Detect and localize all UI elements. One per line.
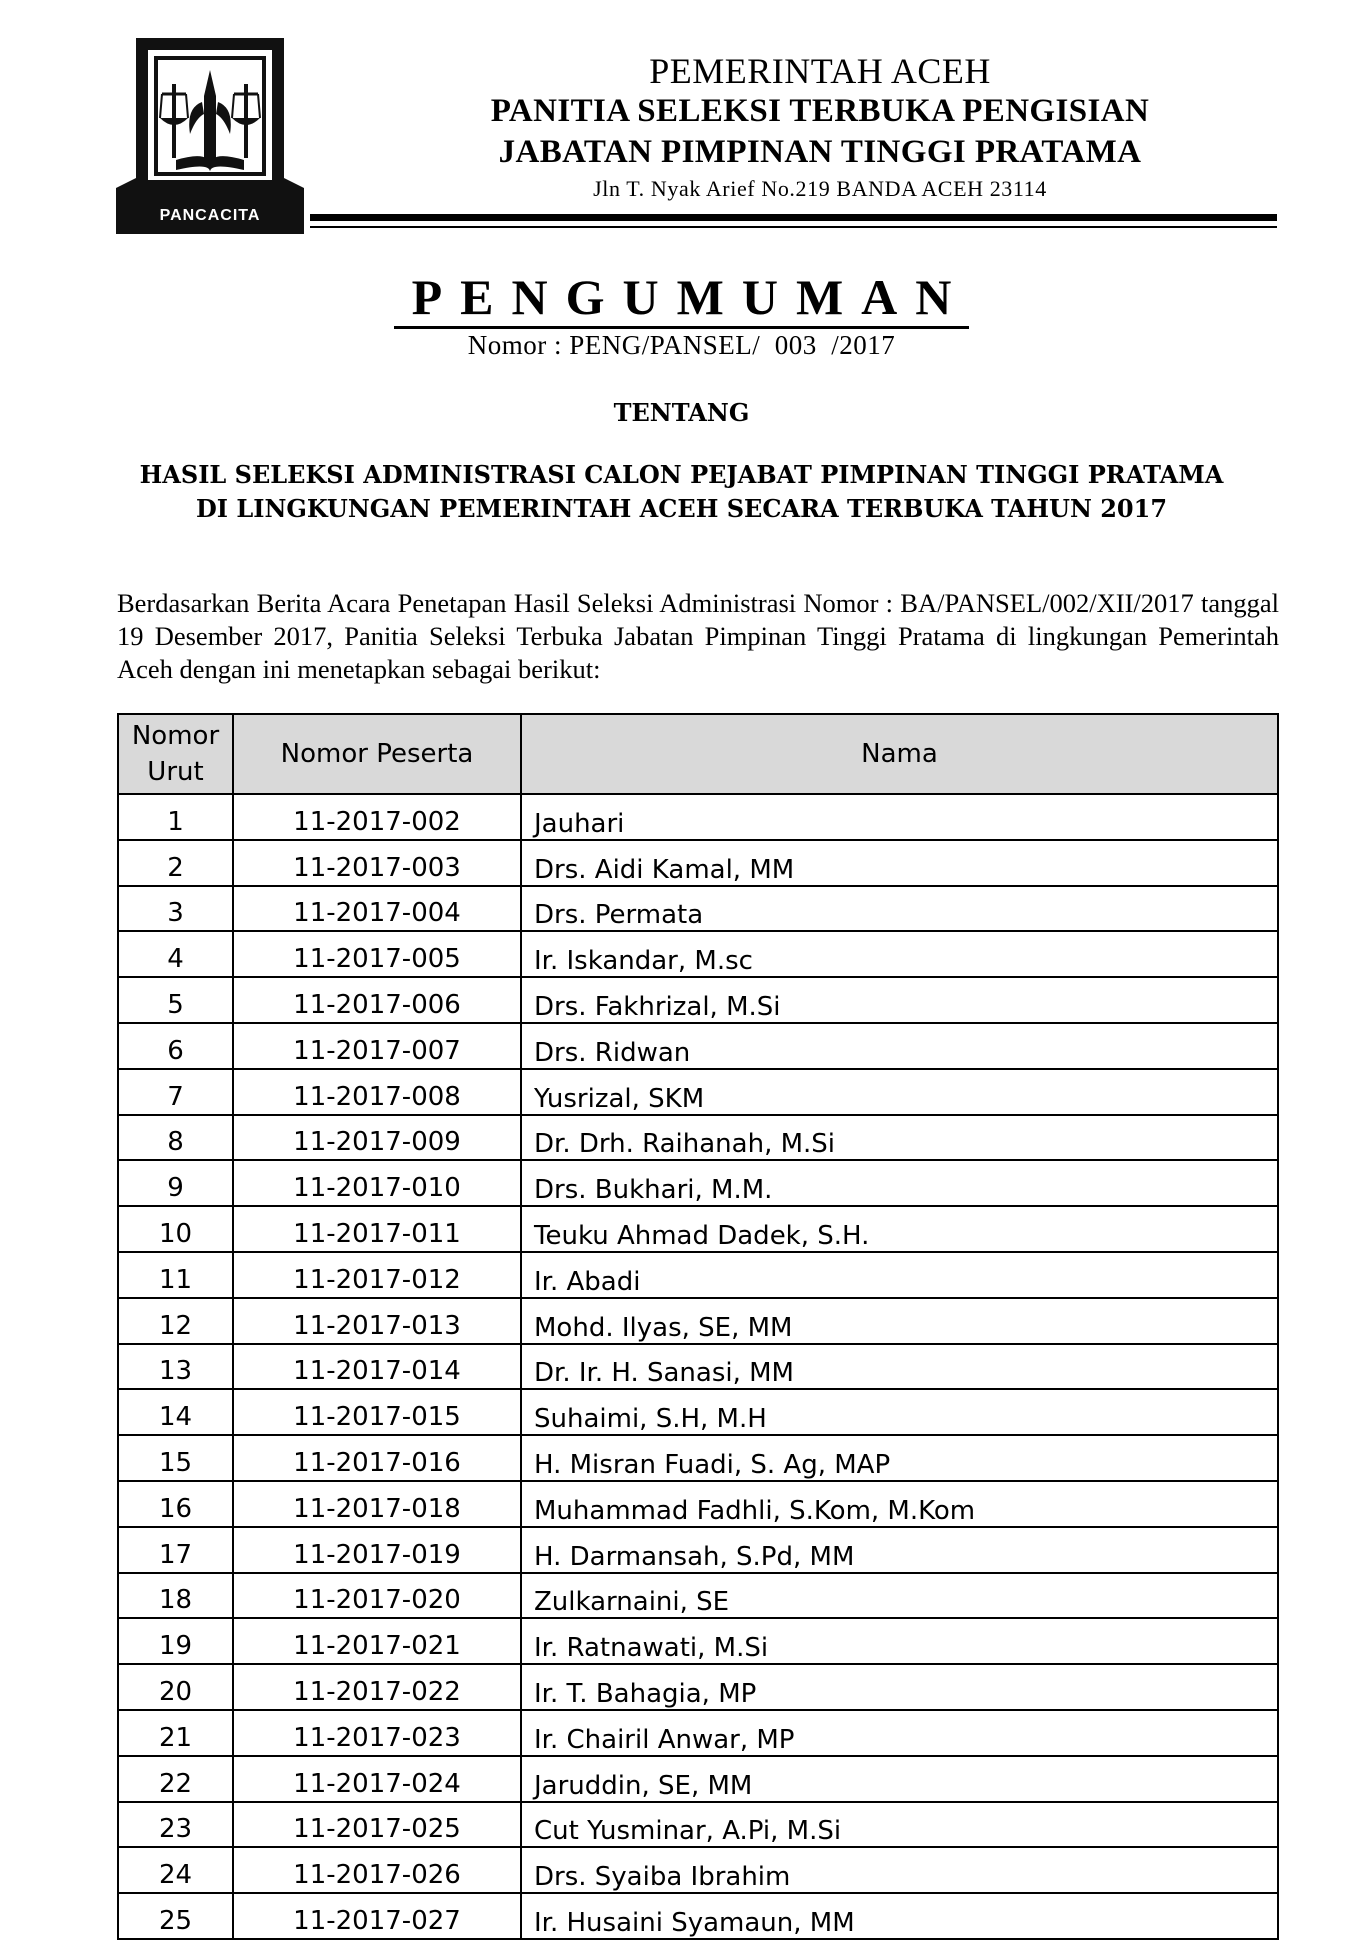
participant-name: Jauhari (521, 794, 1278, 840)
table-row (118, 1115, 1278, 1161)
participant-number: 11-2017-003 (233, 840, 521, 886)
participant-name: Cut Yusminar, A.Pi, M.Si (521, 1802, 1278, 1848)
table-row (118, 1160, 1278, 1206)
participant-number: 11-2017-023 (233, 1710, 521, 1756)
participant-name: Ir. Ratnawati, M.Si (521, 1618, 1278, 1664)
participant-name: Drs. Fakhrizal, M.Si (521, 977, 1278, 1023)
table-row (118, 1298, 1278, 1344)
participant-number: 11-2017-010 (233, 1160, 521, 1206)
participant-name: Muhammad Fadhli, S.Kom, M.Kom (521, 1481, 1278, 1527)
table-row (118, 1618, 1278, 1664)
table-row (118, 1344, 1278, 1390)
participant-number: 11-2017-024 (233, 1756, 521, 1802)
participant-number: 11-2017-005 (233, 931, 521, 977)
participant-number: 11-2017-022 (233, 1664, 521, 1710)
row-number: 22 (118, 1756, 233, 1802)
row-number: 23 (118, 1802, 233, 1848)
participant-number: 11-2017-019 (233, 1527, 521, 1573)
participant-name: Yusrizal, SKM (521, 1069, 1278, 1115)
intro-paragraph: Berdasarkan Berita Acara Penetapan Hasil Seleksi Administrasi Nomor : BA/PANSEL/002/XII/2017 tanggal 19 Desember 2017, Panitia Seleksi Terbuka Jabatan Pimpinan Tinggi Pratama di lingkungan Pemerintah Aceh dengan ini menetapkan sebagai berikut: (117, 588, 1279, 684)
letterhead-government: PEMERINTAH ACEH (649, 51, 991, 91)
table-row (118, 1206, 1278, 1252)
header-nomor-peserta: Nomor Peserta (233, 714, 521, 794)
table-row (118, 1023, 1278, 1069)
header-nomor-urut (118, 714, 233, 794)
logo-label: PANCACITA (159, 207, 261, 224)
about-heading: TENTANG (613, 398, 750, 427)
participant-name: Zulkarnaini, SE (521, 1573, 1278, 1619)
participant-number: 11-2017-026 (233, 1847, 521, 1893)
participant-number: 11-2017-002 (233, 794, 521, 840)
letterhead-position: JABATAN PIMPINAN TINGGI PRATAMA (498, 134, 1142, 170)
header-no-line2: Urut (147, 757, 204, 787)
row-number: 3 (118, 886, 233, 932)
participant-number: 11-2017-007 (233, 1023, 521, 1069)
table-row (118, 840, 1278, 886)
table-row (118, 977, 1278, 1023)
table-row (118, 1573, 1278, 1619)
participant-name: Ir. Chairil Anwar, MP (521, 1710, 1278, 1756)
row-number: 24 (118, 1847, 233, 1893)
header-no-line1: Nomor (131, 721, 220, 751)
row-number: 21 (118, 1710, 233, 1756)
row-number: 25 (118, 1893, 233, 1939)
document-title (0, 269, 1363, 329)
row-number: 20 (118, 1664, 233, 1710)
participant-number: 11-2017-015 (233, 1389, 521, 1435)
table-row (118, 1756, 1278, 1802)
participant-number: 11-2017-020 (233, 1573, 521, 1619)
table-row (118, 1802, 1278, 1848)
participant-number: 11-2017-006 (233, 977, 521, 1023)
participant-name: H. Darmansah, S.Pd, MM (521, 1527, 1278, 1573)
table-row (118, 1435, 1278, 1481)
participant-number: 11-2017-027 (233, 1893, 521, 1939)
letterhead-committee: PANITIA SELEKSI TERBUKA PENGISIAN (490, 93, 1150, 129)
row-number: 14 (118, 1389, 233, 1435)
letterhead-rule-thin (310, 226, 1277, 228)
table-row (118, 1710, 1278, 1756)
participant-name: Drs. Bukhari, M.M. (521, 1160, 1278, 1206)
pancacita-emblem-icon (116, 38, 304, 234)
table-row (118, 1252, 1278, 1298)
participant-name: Ir. T. Bahagia, MP (521, 1664, 1278, 1710)
letterhead-rule-thick (310, 214, 1277, 221)
row-number: 5 (118, 977, 233, 1023)
participant-name: Jaruddin, SE, MM (521, 1756, 1278, 1802)
table-row (118, 1847, 1278, 1893)
participant-number: 11-2017-013 (233, 1298, 521, 1344)
table-row (118, 1481, 1278, 1527)
row-number: 8 (118, 1115, 233, 1161)
participant-name: H. Misran Fuadi, S. Ag, MAP (521, 1435, 1278, 1481)
table-row (118, 1893, 1278, 1939)
row-number: 1 (118, 794, 233, 840)
participant-name: Ir. Abadi (521, 1252, 1278, 1298)
row-number: 18 (118, 1573, 233, 1619)
title-text: PENGUMUMAN (394, 272, 970, 329)
participant-name: Ir. Iskandar, M.sc (521, 931, 1278, 977)
participant-name: Teuku Ahmad Dadek, S.H. (521, 1206, 1278, 1252)
row-number: 17 (118, 1527, 233, 1573)
participant-number: 11-2017-012 (233, 1252, 521, 1298)
row-number: 13 (118, 1344, 233, 1390)
participant-number: 11-2017-025 (233, 1802, 521, 1848)
participant-name: Dr. Drh. Raihanah, M.Si (521, 1115, 1278, 1161)
row-number: 2 (118, 840, 233, 886)
table-row (118, 794, 1278, 840)
subject-line-2: DI LINGKUNGAN PEMERINTAH ACEH SECARA TERBUKA TAHUN 2017 (195, 494, 1168, 523)
table-row (118, 931, 1278, 977)
row-number: 16 (118, 1481, 233, 1527)
participant-number: 11-2017-014 (233, 1344, 521, 1390)
table-row (118, 1069, 1278, 1115)
candidate-table (117, 713, 1279, 1940)
participant-number: 11-2017-004 (233, 886, 521, 932)
participant-number: 11-2017-009 (233, 1115, 521, 1161)
participant-name: Drs. Syaiba Ibrahim (521, 1847, 1278, 1893)
participant-name: Drs. Permata (521, 886, 1278, 932)
row-number: 6 (118, 1023, 233, 1069)
participant-name: Drs. Aidi Kamal, MM (521, 840, 1278, 886)
row-number: 12 (118, 1298, 233, 1344)
letterhead-address: Jln T. Nyak Arief No.219 BANDA ACEH 23114 (593, 176, 1047, 201)
subject-line-1: HASIL SELEKSI ADMINISTRASI CALON PEJABAT PIMPINAN TINGGI PRATAMA (139, 460, 1224, 489)
participant-name: Mohd. Ilyas, SE, MM (521, 1298, 1278, 1344)
table-row (118, 1664, 1278, 1710)
row-number: 15 (118, 1435, 233, 1481)
row-number: 10 (118, 1206, 233, 1252)
table-row (118, 886, 1278, 932)
participant-number: 11-2017-016 (233, 1435, 521, 1481)
participant-number: 11-2017-021 (233, 1618, 521, 1664)
document-number: Nomor : PENG/PANSEL/ 003 /2017 (467, 330, 896, 360)
participant-name: Dr. Ir. H. Sanasi, MM (521, 1344, 1278, 1390)
row-number: 11 (118, 1252, 233, 1298)
participant-number: 11-2017-018 (233, 1481, 521, 1527)
participant-number: 11-2017-011 (233, 1206, 521, 1252)
participant-name: Ir. Husaini Syamaun, MM (521, 1893, 1278, 1939)
participant-name: Drs. Ridwan (521, 1023, 1278, 1069)
table-body (118, 794, 1278, 1939)
table-header-row (118, 714, 1278, 794)
participant-number: 11-2017-008 (233, 1069, 521, 1115)
row-number: 7 (118, 1069, 233, 1115)
row-number: 9 (118, 1160, 233, 1206)
header-nama: Nama (521, 714, 1278, 794)
row-number: 19 (118, 1618, 233, 1664)
table-row (118, 1527, 1278, 1573)
participant-name: Suhaimi, S.H, M.H (521, 1389, 1278, 1435)
table-row (118, 1389, 1278, 1435)
row-number: 4 (118, 931, 233, 977)
